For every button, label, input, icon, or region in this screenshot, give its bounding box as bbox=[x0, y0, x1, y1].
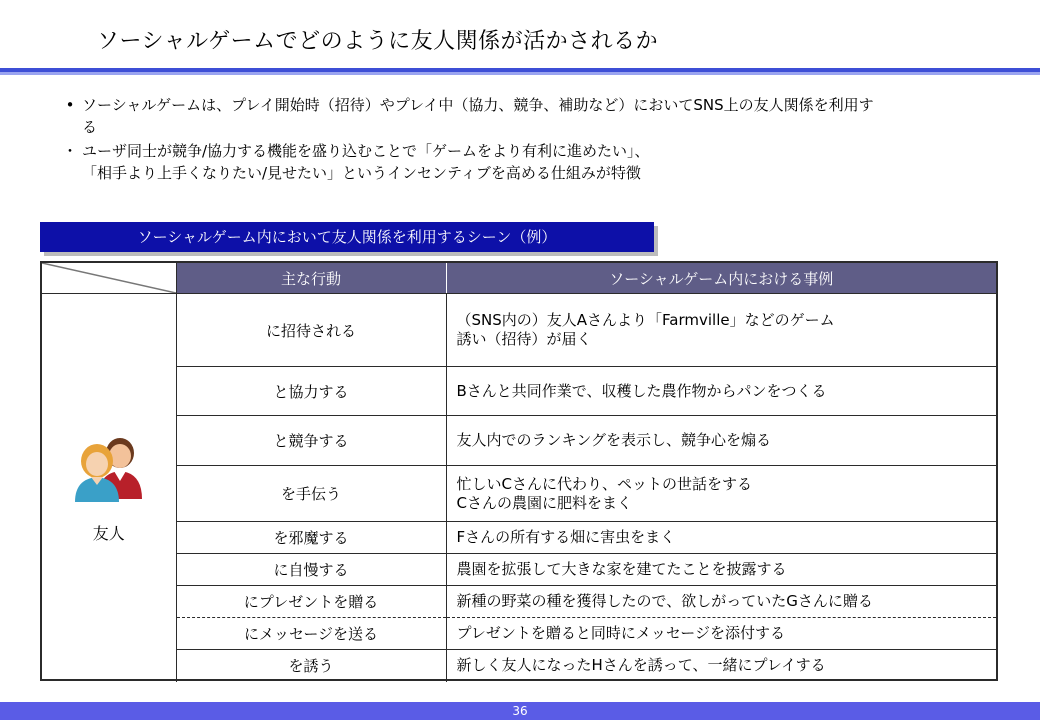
example-line: Bさんと共同作業で、収穫した農作物からパンをつくる bbox=[456, 381, 827, 400]
scene-heading: ソーシャルゲーム内において友人関係を利用するシーン（例） bbox=[40, 222, 654, 252]
table-row bbox=[42, 466, 996, 522]
example-line: 新種の野菜の種を獲得したので、欲しがっていたGさんに贈る bbox=[456, 592, 873, 610]
example-cell bbox=[446, 522, 996, 554]
bullet-list bbox=[62, 94, 992, 186]
example-line: Fさんの所有する畑に害虫をまく bbox=[456, 528, 676, 546]
title-rule-shadow bbox=[0, 72, 1040, 75]
example-cell bbox=[446, 367, 996, 416]
table-row bbox=[42, 586, 996, 618]
table-row bbox=[42, 294, 996, 367]
bullet-line: 「相手より上手くなりたい/見せたい」というインセンティブを高める仕組みが特徴 bbox=[82, 164, 641, 182]
page-number: 36 bbox=[512, 704, 528, 718]
bullet-item bbox=[62, 140, 992, 184]
example-line: 新しく友人になったHさんを誘って、一緒にプレイする bbox=[456, 656, 826, 675]
action-cell: を手伝う bbox=[176, 466, 446, 522]
friends-icon bbox=[71, 431, 147, 503]
example-cell bbox=[446, 294, 996, 367]
subject-label: 友人 bbox=[92, 524, 125, 544]
example-line: （SNS内の）友人Aさんより「Farmville」などのゲーム bbox=[456, 311, 835, 329]
footer-bar bbox=[0, 702, 1040, 720]
bullet-line: ソーシャルゲームは、プレイ開始時（招待）やプレイ中（協力、競争、補助など）においてSNS上の友人関係を利用す bbox=[82, 96, 874, 114]
table-row bbox=[42, 554, 996, 586]
header-example: ソーシャルゲーム内における事例 bbox=[446, 263, 996, 294]
table-row bbox=[42, 416, 996, 466]
bullet-mark: ・ bbox=[62, 142, 78, 160]
example-line: 忙しいCさんに代わり、ペットの世話をする bbox=[456, 474, 752, 493]
action-cell: に自慢する bbox=[176, 554, 446, 586]
bullet-item bbox=[62, 94, 992, 138]
example-cell bbox=[446, 554, 996, 586]
action-cell: を誘う bbox=[176, 650, 446, 682]
action-cell: と競争する bbox=[176, 416, 446, 466]
table-row bbox=[42, 650, 996, 682]
example-cell bbox=[446, 586, 996, 618]
example-cell bbox=[446, 650, 996, 682]
example-line: 友人内でのランキングを表示し、競争心を煽る bbox=[456, 431, 772, 449]
bullet-mark: • bbox=[65, 96, 75, 114]
subject-cell bbox=[42, 294, 176, 682]
example-line: 農園を拡張して大きな家を建てたことを披露する bbox=[456, 560, 787, 578]
scene-table bbox=[40, 261, 998, 681]
bullet-line: ユーザ同士が競争/協力する機能を盛り込むことで「ゲームをより有利に進めたい」、 bbox=[82, 142, 650, 160]
table-row bbox=[42, 618, 996, 650]
action-cell: にメッセージを送る bbox=[176, 618, 446, 650]
table-row bbox=[42, 522, 996, 554]
table-row bbox=[42, 367, 996, 416]
example-cell bbox=[446, 618, 996, 650]
action-cell: を邪魔する bbox=[176, 522, 446, 554]
example-line: Cさんの農園に肥料をまく bbox=[456, 493, 632, 512]
example-line: 誘い（招待）が届く bbox=[456, 330, 592, 348]
example-cell bbox=[446, 466, 996, 522]
header-action: 主な行動 bbox=[176, 263, 446, 294]
action-cell: にプレゼントを贈る bbox=[176, 586, 446, 618]
bullet-line: る bbox=[82, 118, 98, 136]
page-title: ソーシャルゲームでどのように友人関係が活かされるか bbox=[97, 29, 659, 54]
action-cell: と協力する bbox=[176, 367, 446, 416]
example-line: プレゼントを贈ると同時にメッセージを添付する bbox=[456, 624, 786, 642]
example-cell bbox=[446, 416, 996, 466]
header-corner bbox=[42, 263, 176, 294]
action-cell: に招待される bbox=[176, 294, 446, 367]
